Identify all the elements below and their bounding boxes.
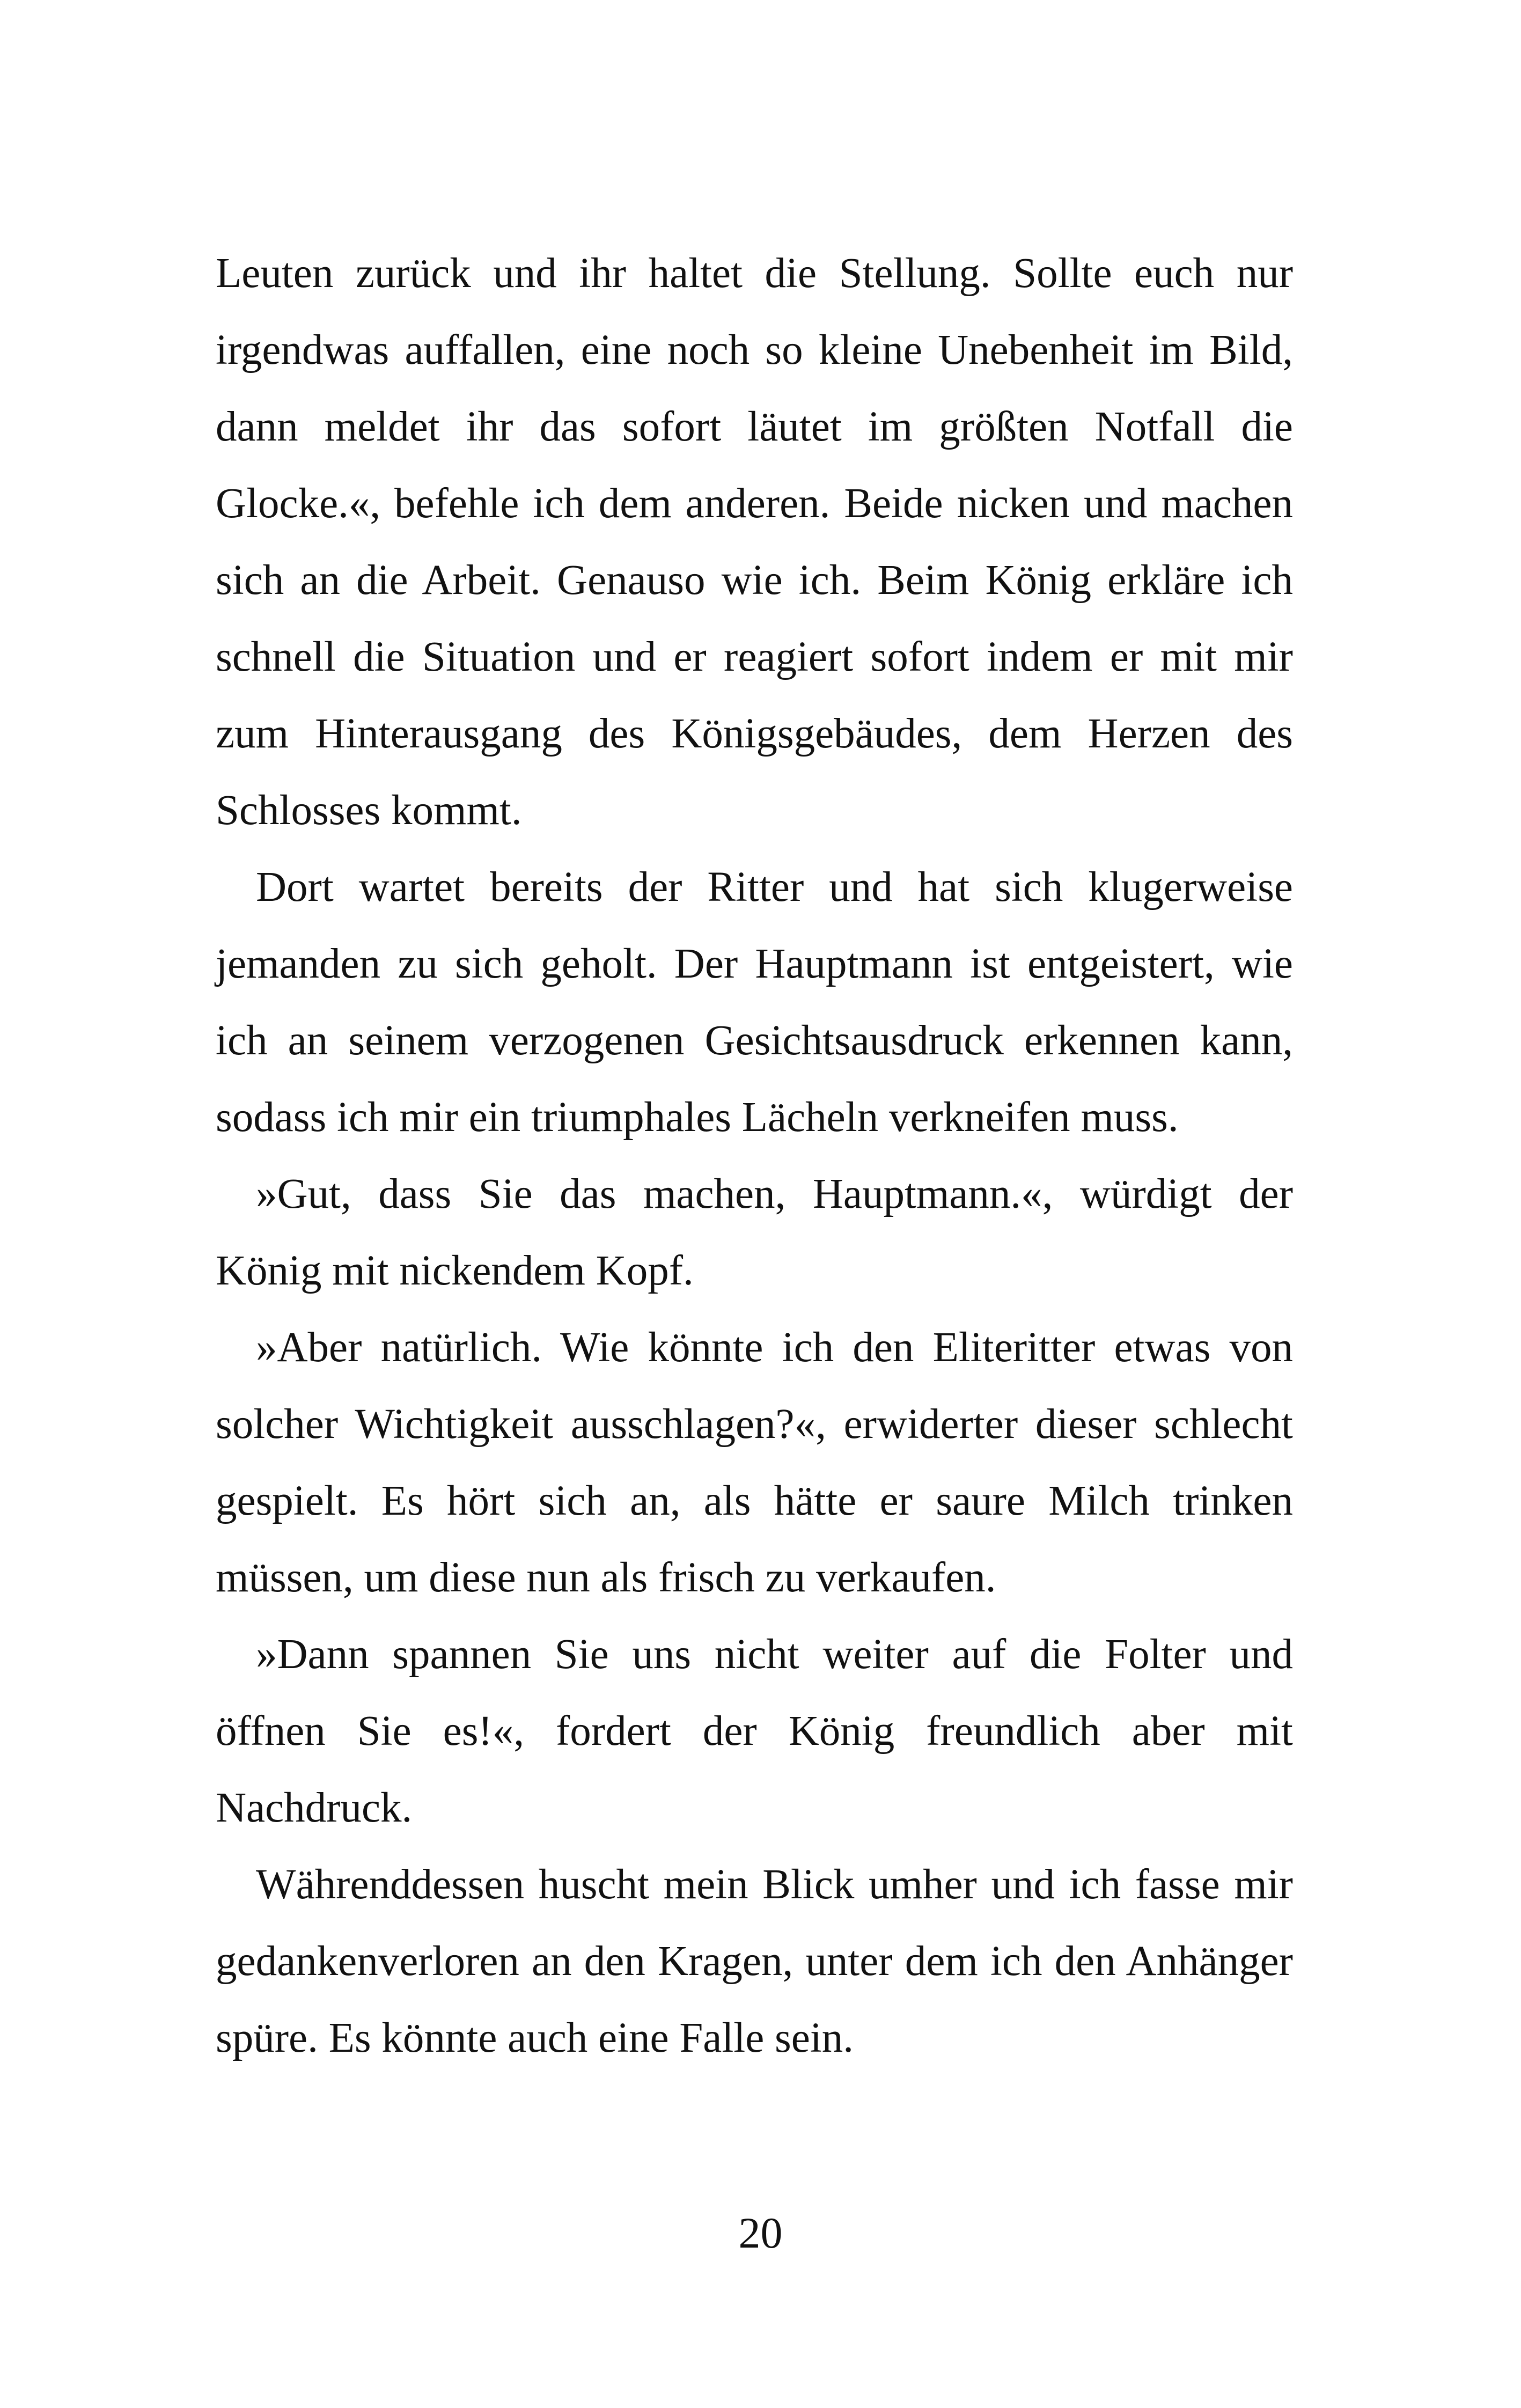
body-text bbox=[216, 235, 1293, 2076]
paragraph-5: »Dann spannen Sie uns nicht weiter auf die Folter und öffnen Sie es!«, fordert der König freundlich aber mit Nachdruck. bbox=[216, 1631, 1293, 1831]
paragraph-3: »Gut, dass Sie das machen, Hauptmann.«, würdigt der König mit nickendem Kopf. bbox=[216, 1171, 1293, 1294]
paragraph-6: Währenddessen huscht mein Blick umher und ich fasse mir gedankenverloren an den Kragen, unter dem ich den Anhänger spüre. Es könnte auch eine Falle sein. bbox=[216, 1861, 1293, 2061]
paragraph-4: »Aber natürlich. Wie könnte ich den Eliteritter etwas von solcher Wichtigkeit ausschlagen?«, erwiderter dieser schlecht gespielt. Es hört sich an, als hätte er saure Milch trinken müssen, um diese nun als frisch zu verkaufen. bbox=[216, 1324, 1293, 1601]
page-number: 20 bbox=[738, 2208, 783, 2257]
paragraph-2: Dort wartet bereits der Ritter und hat sich klugerweise jemanden zu sich geholt. Der Hauptmann ist entgeistert, wie ich an seinem verzogenen Gesichtsausdruck erkennen kann, sodass ich mir ein triumphales Lächeln verkneifen muss. bbox=[216, 864, 1293, 1141]
paragraph-1: Leuten zurück und ihr haltet die Stellung. Sollte euch nur irgendwas auffallen, eine noch so kleine Unebenheit im Bild, dann meldet ihr das sofort läutet im größten Notfall die Glocke.«, befehle ich dem anderen. Beide nicken und machen sich an die Arbeit. Genauso wie ich. Beim König erkläre ich schnell die Situation und er reagiert sofort indem er mit mir zum Hinterausgang des Königsgebäudes, dem Herzen des Schlosses kommt. bbox=[216, 250, 1293, 834]
